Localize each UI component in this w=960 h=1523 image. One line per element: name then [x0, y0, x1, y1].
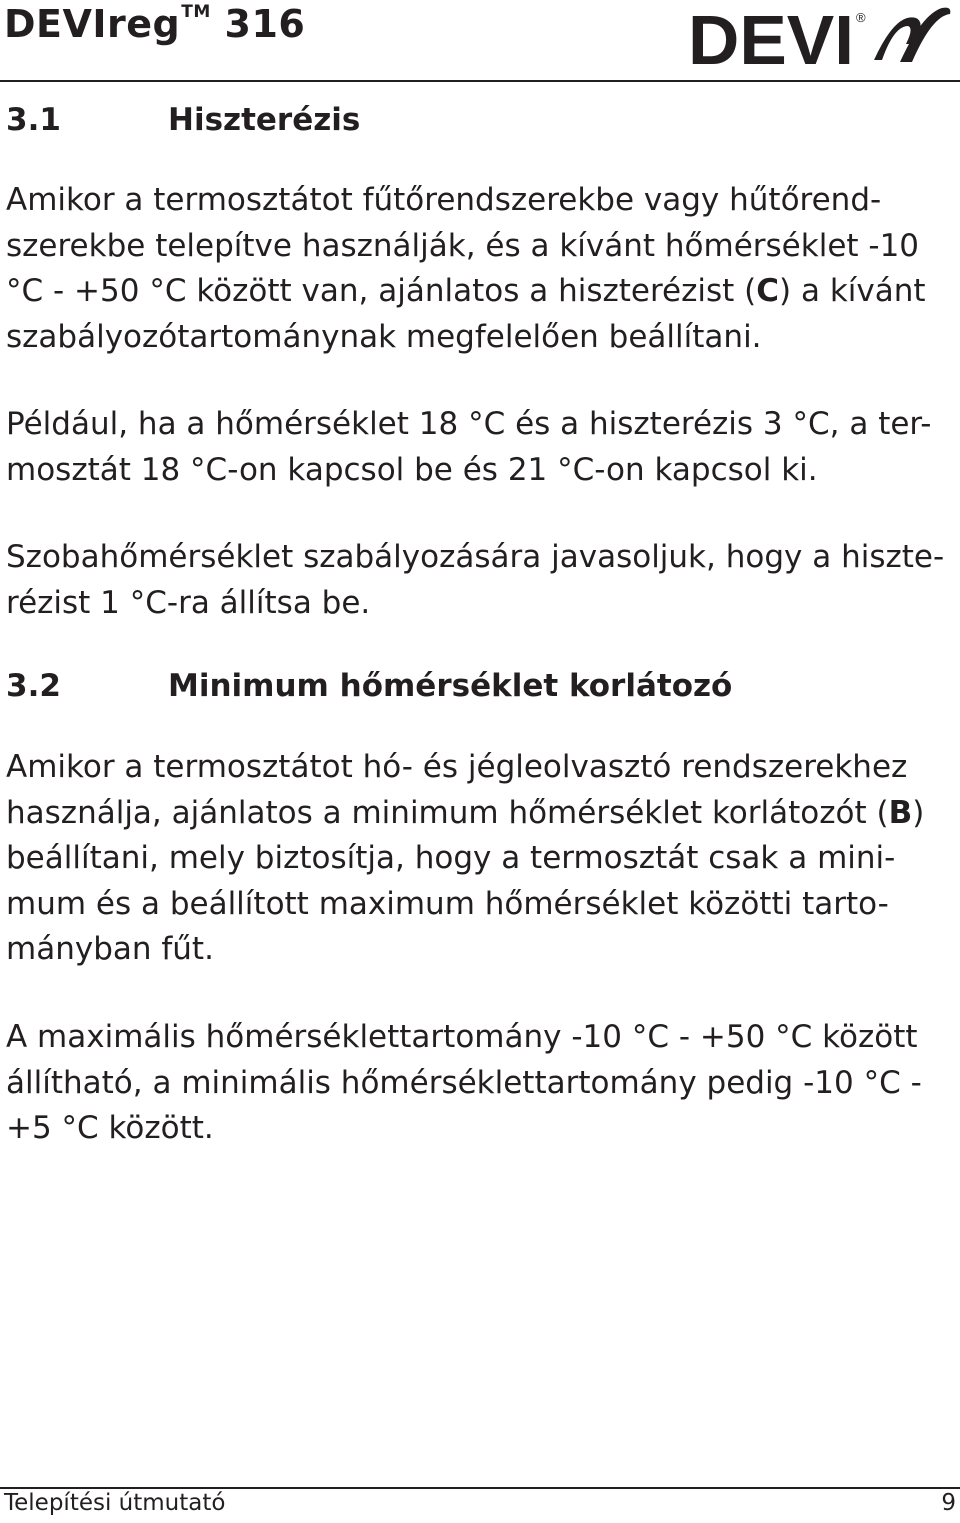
paragraph-temperature-ranges — [6, 1015, 956, 1152]
logo-wave-icon — [874, 8, 950, 62]
text-line: beállítani, mely biztosítja, hogy a termosztát csak a mini- — [6, 840, 896, 876]
text-line: mányban fűt. — [6, 931, 214, 967]
text-line: mosztát 18 °C-on kapcsol be és 21 °C-on kapcsol ki. — [6, 451, 818, 488]
text-line: Például, ha a hőmérséklet 18 °C és a hiszterézis 3 °C, a ter- — [6, 406, 932, 442]
text-line: rézist 1 °C-ra állítsa be. — [6, 584, 371, 621]
section-heading-hysteresis — [6, 102, 360, 138]
text-line: mum és a beállított maximum hőmérséklet közötti tarto- — [6, 885, 889, 922]
product-name: DEVIreg — [4, 2, 181, 46]
page-number: 9 — [941, 1490, 956, 1516]
text-line: +5 °C között. — [6, 1110, 214, 1146]
section-heading-minimum-limiter — [6, 668, 732, 704]
paragraph-hysteresis-example — [6, 402, 956, 493]
paragraph-room-temperature-advice — [6, 535, 956, 626]
paragraph-minimum-limiter-intro — [6, 745, 956, 973]
setting-letter-b: B — [888, 794, 913, 831]
text-line: Szobahőmérséklet szabályozására javasoljuk, hogy a hiszte- — [6, 539, 945, 575]
devi-logo — [688, 4, 954, 68]
text-line: Amikor a termosztátot hó- és jégleolvasztó rendszerekhez — [6, 749, 908, 785]
section-number: 3.1 — [6, 102, 61, 138]
logo-registered-mark: ® — [856, 10, 866, 25]
section-number: 3.2 — [6, 668, 61, 704]
model-number: 316 — [224, 2, 306, 46]
text-line: használja, ajánlatos a minimum hőmérséklet korlátozót (B) — [6, 794, 925, 831]
paragraph-hysteresis-intro — [6, 178, 956, 360]
text-line: állítható, a minimális hőmérséklettartomány pedig -10 °C - — [6, 1064, 922, 1101]
text-line: °C - +50 °C között van, ajánlatos a hiszterézist (C) a kívánt — [6, 273, 926, 309]
header-divider — [0, 80, 960, 82]
document-title — [4, 2, 305, 46]
section-title: Hiszterézis — [168, 102, 361, 138]
text-line: szabályozótartománynak megfelelően beállítani. — [6, 318, 762, 355]
logo-wordmark: DEVI — [688, 4, 854, 68]
text-line: Amikor a termosztátot fűtőrendszerekbe vagy hűtőrend- — [6, 182, 882, 218]
footer-manual-title: Telepítési útmutató — [4, 1490, 226, 1516]
setting-letter-c: C — [756, 273, 780, 309]
section-title: Minimum hőmérséklet korlátozó — [168, 668, 733, 704]
text-line: szerekbe telepítve használják, és a kívánt hőmérséklet -10 — [6, 227, 920, 264]
trademark-mark: TM — [181, 2, 211, 22]
text-line: A maximális hőmérséklettartomány -10 °C - +50 °C között — [6, 1019, 918, 1055]
footer-divider — [0, 1487, 960, 1489]
